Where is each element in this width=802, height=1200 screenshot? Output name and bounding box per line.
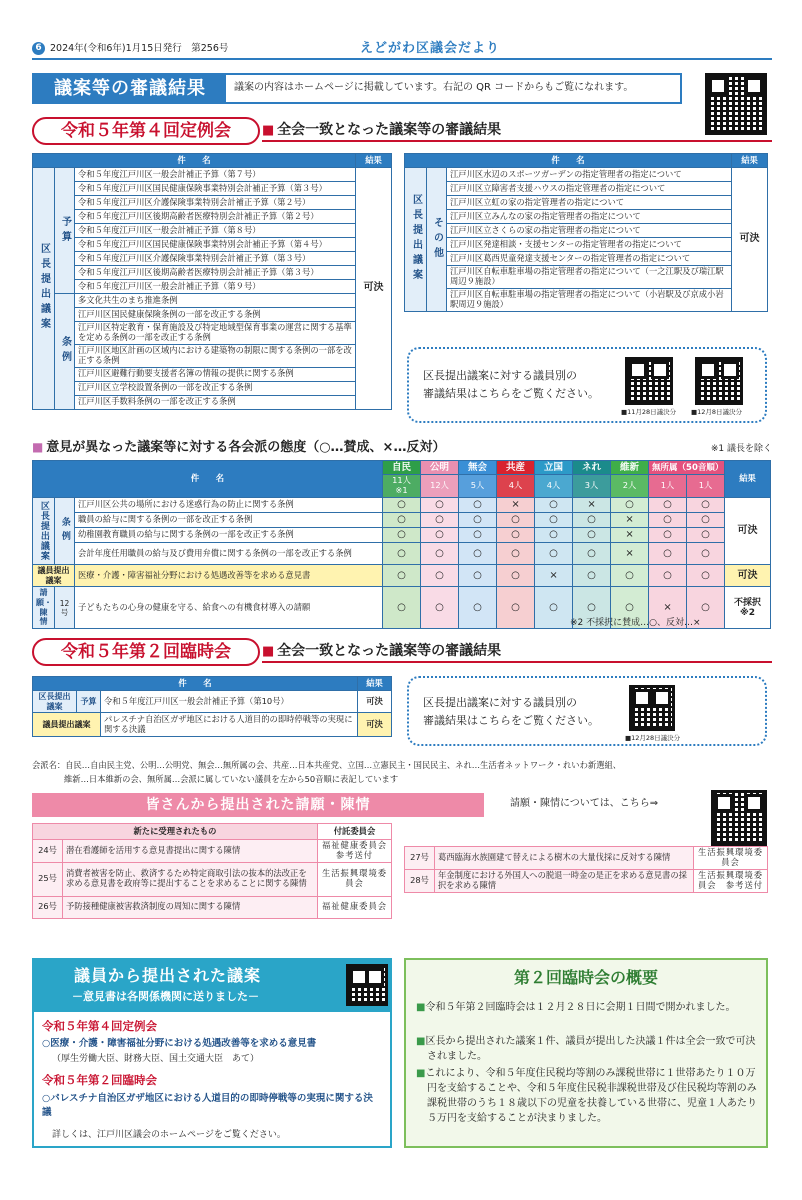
- table-row: [33, 543, 771, 565]
- petitions-link[interactable]: 請願・陳情については、こちら⇒: [510, 798, 659, 809]
- attitude-header: [33, 461, 771, 498]
- overview-panel: [404, 958, 768, 1148]
- committee-name: 生活振興環境委員会: [694, 847, 768, 870]
- group-member-proposal: 議員提出議案: [33, 713, 101, 737]
- party-name: 自民: [383, 461, 421, 475]
- vote-mark: ○: [383, 565, 421, 587]
- overview-text2: 区長から提出された議案１件、議員が提出した決議１件は全会一致で可決されました。: [425, 1036, 756, 1062]
- group-mayor-proposal: 区長提出議案: [33, 168, 55, 410]
- vote-mark: ×: [497, 498, 535, 513]
- table-row: [405, 252, 768, 266]
- petition-row: [33, 862, 392, 896]
- party-count: 11人※1: [383, 475, 421, 498]
- col-header-new: 新たに受理されたもの: [33, 824, 318, 840]
- agenda-item: 医療・介護・障害福祉分野における処遇改善等を求める意見書: [75, 565, 383, 587]
- vote-mark: ○: [383, 543, 421, 565]
- sub-budget: 予算: [77, 691, 101, 713]
- table-row: [33, 196, 392, 210]
- overview-text3: これにより、令和５年度住民税均等割のみ課税世帯に１世帯あたり１０万円を支給することや、令和５年度住民税非課税世帯及び住民税均等割のみ課税世帯のうち１８歳以下の児童を扶養している世帯に、児童１人あたり５万円を支給することが決まりました。: [425, 1068, 757, 1124]
- result-pass: 可決: [358, 713, 392, 737]
- qr-caption-dec8: ■12月8日議決分: [691, 408, 743, 416]
- table-row: [405, 238, 768, 252]
- agenda-item: 江戸川区自転車駐車場の指定管理者の指定について（小岩駅及び京成小岩駅周辺９施設）: [447, 288, 732, 311]
- vote-mark: ○: [649, 498, 687, 513]
- group-mayor-proposal: 区長提出議案: [33, 691, 77, 713]
- page-header: [32, 40, 772, 60]
- party-count: 1人: [687, 475, 725, 498]
- green-square-icon: ■: [416, 1068, 426, 1079]
- table-row: [33, 238, 392, 252]
- table-row: [33, 513, 771, 528]
- member-results-box-2: [407, 676, 767, 746]
- table-row: [405, 266, 768, 289]
- petition-row: [405, 869, 768, 892]
- vote-mark: ○: [459, 565, 497, 587]
- col-header-name: 件 名: [405, 154, 732, 168]
- result-pass: 可決: [358, 691, 392, 713]
- table-row: [405, 288, 768, 311]
- party-name: 共産: [497, 461, 535, 475]
- sub-budget: 予算: [55, 168, 75, 294]
- vote-mark: ○: [459, 513, 497, 528]
- vote-mark: ○: [573, 565, 611, 587]
- party-count: 12人: [421, 475, 459, 498]
- overview-text1: 令和５年第２回臨時会は１２月２８日に会期１日間で開かれました。: [425, 1002, 736, 1013]
- col-header-committee: 付託委員会: [318, 824, 392, 840]
- agenda-item: 令和５年度江戸川区介護保険事業特別会計補正予算（第３号）: [75, 252, 356, 266]
- party-legend-line1: 会派名：自民…自由民主党、公明…公明党、無会…無所属の会、共産…日本共産党、立国…立憲民主・国民民主、ネれ…生活者ネットワーク・れいわ新選組、: [32, 760, 622, 770]
- agenda-item: 江戸川区立障害者支援ハウスの指定管理者の指定について: [447, 182, 732, 196]
- agenda-item: 江戸川区立虹の家の指定管理者の指定について: [447, 196, 732, 210]
- session4-subtitle: 全会一致となった議案等の審議結果: [277, 122, 502, 138]
- col-header-result: 結果: [358, 677, 392, 691]
- green-square-icon: ■: [416, 1036, 426, 1047]
- party-legend-line2: 維新…日本維新の会、無所属…会派に属していない議員を左から50音順に表記しています: [64, 774, 399, 784]
- vote-mark: ○: [421, 543, 459, 565]
- red-square-icon: ■: [262, 644, 275, 659]
- sub-other: その他: [427, 168, 447, 312]
- agenda-item: 江戸川区特定教育・保育施設及び特定地域型保育事業の運営に関する基準を定める条例の一部を改正する条例: [75, 322, 356, 345]
- table-right-body: [405, 168, 768, 312]
- table-left-body: [33, 168, 392, 410]
- vote-mark: ×: [611, 543, 649, 565]
- committee-name: 福祉健康委員会 参考送付: [318, 840, 392, 863]
- agenda-item: 令和５年度江戸川区国民健康保険事業特別会計補正予算（第３号）: [75, 182, 356, 196]
- petition-number: 28号: [405, 869, 435, 892]
- agenda-item: 職員の給与に関する条例の一部を改正する条例: [75, 513, 383, 528]
- member-bills-h2: 令和５年第２回臨時会: [42, 1073, 157, 1087]
- agenda-item: 江戸川区葛西児童発達支援センターの指定管理者の指定について: [447, 252, 732, 266]
- table-row: [33, 322, 392, 345]
- result-rejected: 不採択 ※2: [725, 587, 771, 628]
- sub-ordinance: 条例: [55, 498, 75, 565]
- pink-square-icon: ■: [32, 440, 44, 454]
- party-name: 維新: [611, 461, 649, 475]
- agenda-item: 江戸川区水辺のスポーツガーデンの指定管理者の指定について: [447, 168, 732, 182]
- table-row: [33, 528, 771, 543]
- vote-mark: ○: [573, 587, 611, 628]
- vote-mark: ○: [573, 513, 611, 528]
- party-count: 1人: [649, 475, 687, 498]
- attitude-note2: ※2 不採択に賛成…○、反対…×: [570, 618, 701, 628]
- session2-subtitle-bar: [262, 643, 772, 663]
- petition-name: 予防接種健康被害救済制度の周知に関する陳情: [63, 896, 318, 918]
- petition-number: 12号: [55, 587, 75, 628]
- overview-title: 第２回臨時会の概要: [513, 968, 658, 987]
- table-row: [405, 168, 768, 182]
- vote-mark: ×: [535, 565, 573, 587]
- attitude-title: 意見が異なった議案等に対する各会派の態度（○…賛成、×…反対）: [46, 440, 446, 455]
- party-name: 無会: [459, 461, 497, 475]
- vote-mark: ○: [535, 587, 573, 628]
- vote-mark: ○: [649, 543, 687, 565]
- result-pass: 可決: [732, 168, 768, 312]
- party-count: 4人: [497, 475, 535, 498]
- petition-row: [33, 840, 392, 863]
- table-row: [33, 344, 392, 367]
- table-row: [405, 196, 768, 210]
- table-row: [33, 266, 392, 280]
- agenda-item: 江戸川区自転車駐車場の指定管理者の指定について（一之江駅及び瑞江駅周辺９施設）: [447, 266, 732, 289]
- agenda-item: 令和５年度江戸川区一般会計補正予算（第７号）: [75, 168, 356, 182]
- issue-date: 2024年(令和6年)1月15日発行 第256号: [50, 43, 229, 54]
- table-row: [33, 210, 392, 224]
- agenda-item: 令和５年度江戸川区一般会計補正予算（第９号）: [75, 280, 356, 294]
- col-header-result: 結果: [725, 461, 771, 498]
- qr-caption-dec28: ■12月28日議決分: [625, 734, 681, 742]
- agenda-item: 令和５年度江戸川区後期高齢者医療特別会計補正予算（第２号）: [75, 210, 356, 224]
- box1-line2: 審議結果はこちらをご覧ください。: [423, 387, 599, 400]
- vote-mark: ○: [687, 587, 725, 628]
- session4-subtitle-bar: [262, 122, 772, 142]
- petitions-table-left: [32, 823, 397, 919]
- qr-code-petitions[interactable]: [711, 790, 767, 846]
- box2-line1: 区長提出議案に対する議員別の: [423, 696, 577, 709]
- party-count: 2人: [611, 475, 649, 498]
- banner-title: 議案等の審議結果: [34, 75, 226, 102]
- petition-number: 26号: [33, 896, 63, 918]
- publication-name: えどがわ区議会だより: [360, 41, 501, 56]
- vote-mark: ○: [383, 513, 421, 528]
- agenda-item: 多文化共生のまち推進条例: [75, 294, 356, 308]
- table-row: [33, 565, 771, 587]
- col-header-name: 件 名: [33, 677, 358, 691]
- attitude-title-bar: [32, 440, 772, 458]
- agenda-item: 江戸川区避難行動要支援者名簿の情報の提供に関する条例: [75, 367, 356, 381]
- group-mayor-proposal: 区長提出議案: [33, 498, 55, 565]
- vote-mark: ○: [687, 498, 725, 513]
- agenda-item: 江戸川区公共の場所における迷惑行為の防止に関する条例: [75, 498, 383, 513]
- table-row: [405, 224, 768, 238]
- vote-mark: ○: [459, 528, 497, 543]
- party-legend: [32, 758, 772, 786]
- vote-mark: ×: [573, 498, 611, 513]
- vote-mark: ○: [459, 587, 497, 628]
- agenda-item: 令和５年度江戸川区国民健康保険事業特別会計補正予算（第４号）: [75, 238, 356, 252]
- overview-item1: [416, 1000, 758, 1015]
- member-bills-h1: 令和５年第４回定例会: [42, 1019, 157, 1033]
- member-bills-header: [34, 960, 390, 1012]
- result-pass: 可決: [356, 168, 392, 410]
- vote-mark: ○: [573, 543, 611, 565]
- vote-mark: ○: [649, 513, 687, 528]
- vote-mark: ×: [649, 587, 687, 628]
- agenda-item: 江戸川区立学校設置条例の一部を改正する条例: [75, 381, 356, 395]
- table-row: [33, 308, 392, 322]
- vote-mark: ○: [573, 528, 611, 543]
- result-pass: 可決: [725, 498, 771, 565]
- red-square-icon: ■: [262, 123, 275, 138]
- petition-name: 潜在看護師を活用する意見書提出に関する陳情: [63, 840, 318, 863]
- petition-name: 消費者被害を防止、救済するため特定商取引法の抜本的法改正を求める意見書を政府等に提出することを求めることに関する陳情: [63, 862, 318, 896]
- party-name-independent: 無所属（50音順）: [649, 461, 725, 475]
- table-row: [33, 168, 392, 182]
- vote-mark: ○: [535, 498, 573, 513]
- vote-mark: ○: [535, 513, 573, 528]
- petition-number: 24号: [33, 840, 63, 863]
- vote-mark: ○: [535, 528, 573, 543]
- petition-row: [405, 847, 768, 870]
- col-header-name: 件 名: [33, 461, 383, 498]
- vote-mark: ○: [687, 528, 725, 543]
- table-row: [33, 691, 392, 713]
- table-row: [33, 395, 392, 409]
- party-name: 公明: [421, 461, 459, 475]
- agenda-item: 江戸川区地区計画の区域内における建築物の制限に関する条例の一部を改正する条例: [75, 344, 356, 367]
- vote-mark: ○: [383, 498, 421, 513]
- vote-mark: ○: [421, 587, 459, 628]
- party-count: 4人: [535, 475, 573, 498]
- party-name: ネれ: [573, 461, 611, 475]
- attitude-body: [33, 498, 771, 629]
- agenda-item: 江戸川区立さくらの家の指定管理者の指定について: [447, 224, 732, 238]
- session2-subtitle: 全会一致となった議案等の審議結果: [277, 643, 502, 659]
- member-results-box-1: [407, 347, 767, 423]
- petitions-table-right: [404, 846, 768, 893]
- agenda-item: 令和５年度江戸川区一般会計補正予算（第８号）: [75, 224, 356, 238]
- member-bills-foot: 詳しくは、江戸川区議会のホームページをご覧ください。: [52, 1130, 286, 1140]
- table-row: [33, 182, 392, 196]
- overview-item2: [416, 1034, 758, 1064]
- vote-mark: ○: [611, 565, 649, 587]
- agenda-item: 江戸川区手数料条例の一部を改正する条例: [75, 395, 356, 409]
- petition-number: 27号: [405, 847, 435, 870]
- table-row: [405, 210, 768, 224]
- petition-name: 葛西臨海水族園建て替えによる樹木の大量伐採に反対する陳情: [435, 847, 694, 870]
- vote-mark: ○: [497, 543, 535, 565]
- agenda-item: 江戸川区立みんなの家の指定管理者の指定について: [447, 210, 732, 224]
- vote-mark: ○: [611, 498, 649, 513]
- agenda-item: 子どもたちの心身の健康を守る、給食への有機食材導入の請願: [75, 587, 383, 628]
- qr-code-dec28[interactable]: [629, 685, 675, 731]
- unanimous-table-left: [32, 153, 392, 410]
- petition-number: 25号: [33, 862, 63, 896]
- qr-caption-nov28: ■11月28日議決分: [621, 408, 677, 416]
- vote-mark: ○: [421, 513, 459, 528]
- vote-mark: ○: [687, 543, 725, 565]
- committee-name: 生活振興環境委員会: [318, 862, 392, 896]
- box2-line2: 審議結果はこちらをご覧ください。: [423, 714, 599, 727]
- vote-mark: ○: [421, 528, 459, 543]
- agenda-item: 会計年度任用職員の給与及び費用弁償に関する条例の一部を改正する条例: [75, 543, 383, 565]
- unanimous-table-right: [404, 153, 768, 312]
- vote-mark: ○: [383, 528, 421, 543]
- table-row: [33, 367, 392, 381]
- group-member-proposal: 議員提出議案: [33, 565, 75, 587]
- party-count: 5人: [459, 475, 497, 498]
- attitude-note: ※1 議長を除く: [710, 444, 772, 454]
- vote-mark: ○: [535, 543, 573, 565]
- vote-mark: ○: [383, 587, 421, 628]
- table-row: [33, 252, 392, 266]
- table-row: [33, 280, 392, 294]
- vote-mark: ○: [687, 565, 725, 587]
- petitions-left-body: [33, 840, 397, 919]
- agenda-item: 幼稚園教育職員の給与に関する条例の一部を改正する条例: [75, 528, 383, 543]
- group-mayor-proposal: 区長提出議案: [405, 168, 427, 312]
- petition-row: [33, 896, 392, 918]
- vote-mark: ○: [497, 513, 535, 528]
- qr-code-nov28[interactable]: [625, 357, 673, 405]
- table-row: [33, 294, 392, 308]
- vote-mark: ×: [611, 528, 649, 543]
- vote-mark: ○: [649, 528, 687, 543]
- session2-title: 令和５年第２回臨時会: [32, 638, 260, 666]
- member-bills-title: 議員から提出された議案: [74, 966, 262, 985]
- table-row: [33, 224, 392, 238]
- vote-mark: ○: [421, 498, 459, 513]
- attitude-table: [32, 460, 771, 629]
- agenda-item: 江戸川区発達相談・支援センターの指定管理者の指定について: [447, 238, 732, 252]
- col-header-result: 結果: [356, 154, 392, 168]
- session2-table: [32, 676, 392, 737]
- col-header-name: 件 名: [33, 154, 356, 168]
- member-bills-item1-sub: （厚生労働大臣、財務大臣、国土交通大臣 あて）: [52, 1054, 260, 1064]
- party-name: 立国: [535, 461, 573, 475]
- committee-name: 福祉健康委員会: [318, 896, 392, 918]
- vote-mark: ○: [497, 565, 535, 587]
- agenda-item: 江戸川区国民健康保険条例の一部を改正する条例: [75, 308, 356, 322]
- vote-mark: ○: [687, 513, 725, 528]
- committee-name: 生活振興環境委員会 参考送付: [694, 869, 768, 892]
- banner-note: 議案の内容はホームページに掲載しています。右記の QR コードからもご覧になれます。: [234, 82, 634, 93]
- vote-mark: ○: [459, 498, 497, 513]
- agenda-item: 令和５年度江戸川区後期高齢者医療特別会計補正予算（第３号）: [75, 266, 356, 280]
- vote-mark: ×: [611, 513, 649, 528]
- vote-mark: ○: [649, 565, 687, 587]
- vote-mark: ○: [497, 587, 535, 628]
- col-header-result: 結果: [732, 154, 768, 168]
- petitions-banner: 皆さんから提出された請願・陳情: [32, 793, 484, 817]
- group-petition: 請願・陳情: [33, 587, 55, 628]
- member-bills-sub: －意見書は各関係機関に送りました－: [72, 990, 259, 1003]
- session4-title: 令和５年第４回定例会: [32, 117, 260, 145]
- petition-name: 年金制度における外国人への脱退一時金の是正を求める意見書の採択を求める陳情: [435, 869, 694, 892]
- table-row: [33, 713, 392, 737]
- party-count: 3人: [573, 475, 611, 498]
- box1-line1: 区長提出議案に対する議員別の: [423, 369, 577, 382]
- results-banner: [32, 73, 682, 104]
- result-pass: 可決: [725, 565, 771, 587]
- overview-item3: [416, 1066, 758, 1126]
- member-bills-panel: [32, 958, 392, 1148]
- vote-mark: ○: [459, 543, 497, 565]
- table-row: [33, 381, 392, 395]
- vote-mark: ○: [497, 528, 535, 543]
- petitions-right-body: [405, 847, 768, 893]
- agenda-item: 令和５年度江戸川区介護保険事業特別会計補正予算（第２号）: [75, 196, 356, 210]
- green-square-icon: ■: [416, 1002, 426, 1013]
- item-gaza-resolution: パレスチナ自治区ガザ地区における人道目的の即時停戦等の実現に関する決議: [101, 713, 358, 737]
- table-row: [33, 498, 771, 513]
- member-bills-item2: ○パレスチナ自治区ガザ地区における人道目的の即時停戦等の実現に関する決議: [42, 1093, 373, 1118]
- table-row: [405, 182, 768, 196]
- page-number: 6: [32, 42, 45, 55]
- sub-ordinance: 条例: [55, 294, 75, 410]
- vote-mark: ○: [421, 565, 459, 587]
- qr-code-dec8[interactable]: [695, 357, 743, 405]
- item-budget-10: 令和５年度江戸川区一般会計補正予算（第10号）: [101, 691, 358, 713]
- vote-mark: ○: [611, 587, 649, 628]
- member-bills-item1: ○医療・介護・障害福祉分野における処遇改善等を求める意見書: [42, 1038, 317, 1049]
- qr-code-member-bills[interactable]: [346, 964, 388, 1006]
